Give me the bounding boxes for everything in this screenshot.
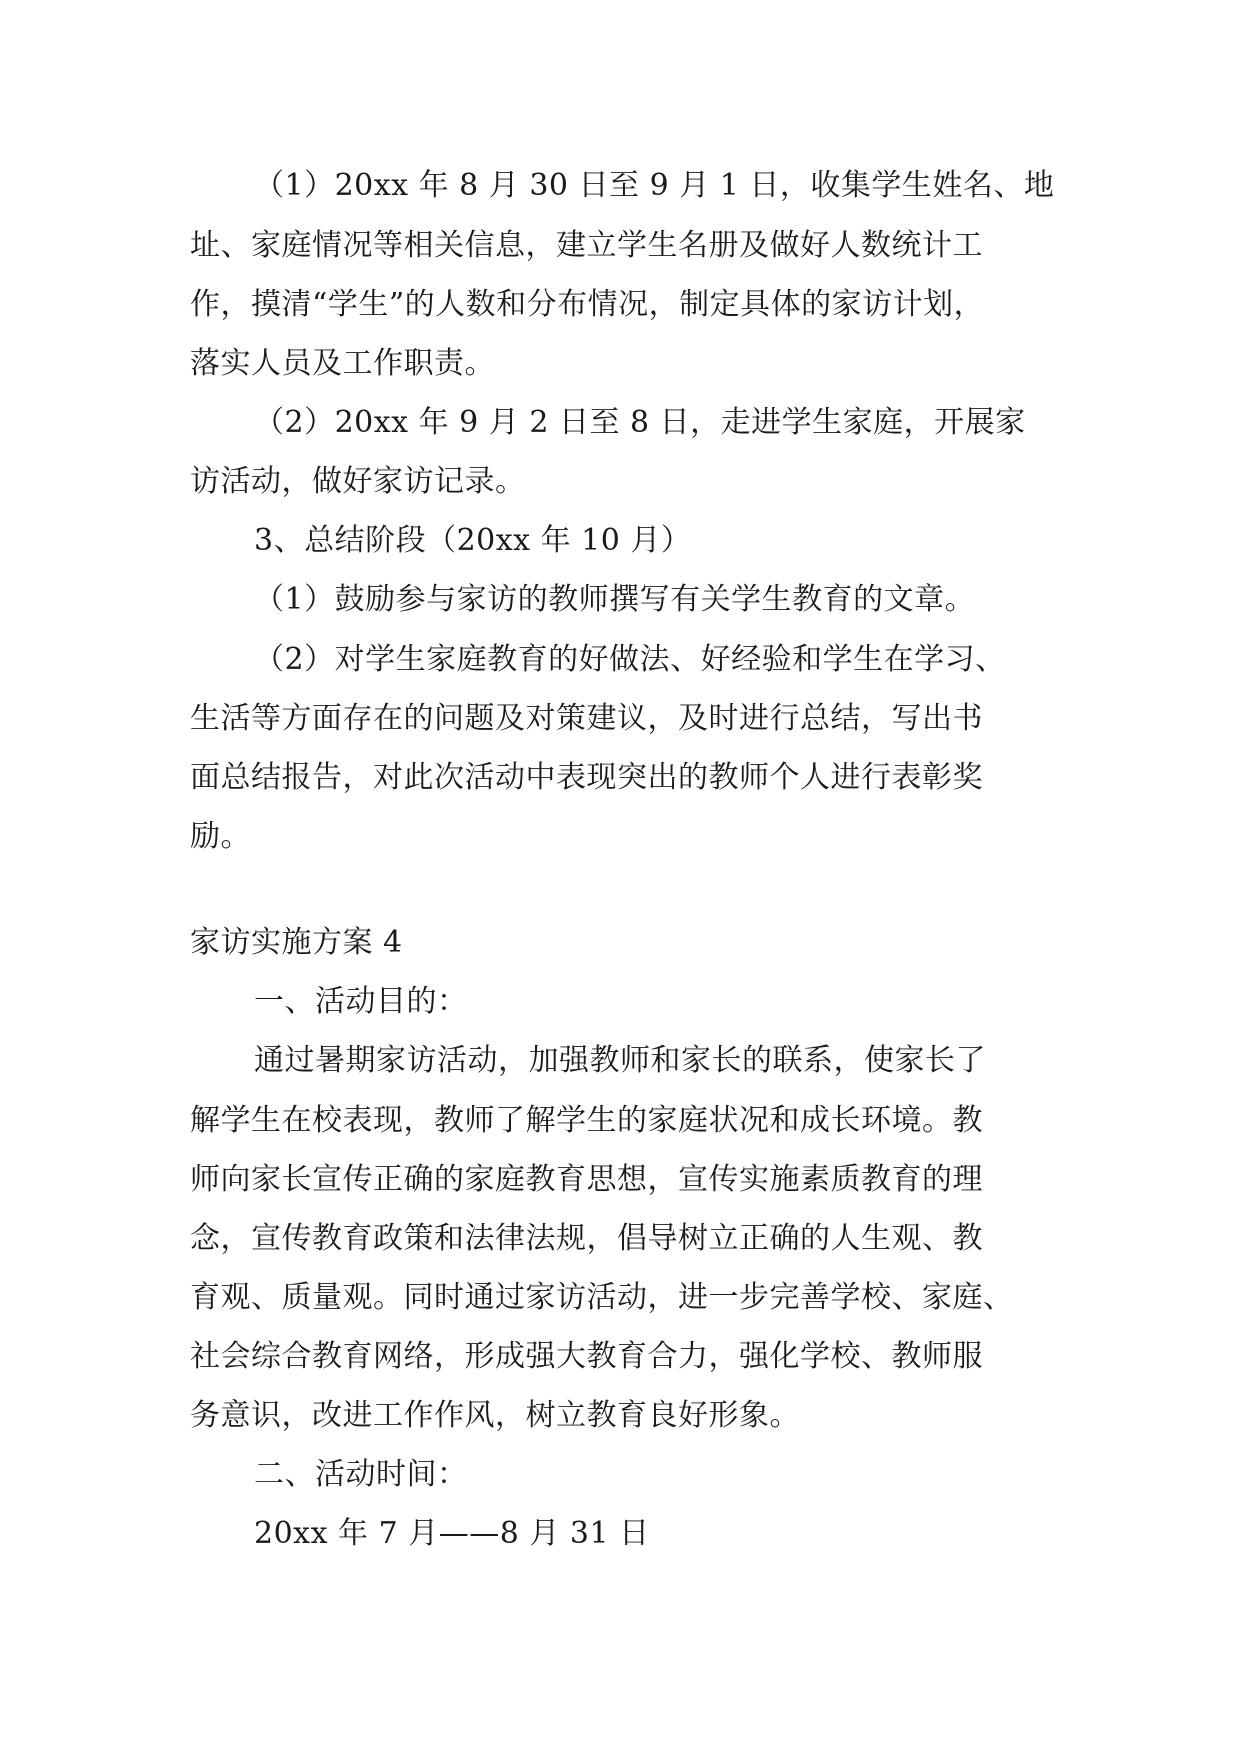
paragraph-line: 社会综合教育网络，形成强大教育合力，强化学校、教师服 — [190, 1339, 983, 1374]
paragraph-line: 念，宣传教育政策和法律法规，倡导树立正确的人生观、教 — [190, 1221, 983, 1256]
paragraph-line: 励。 — [190, 819, 251, 854]
paragraph-line: （2）对学生家庭教育的好做法、好经验和学生在学习、 — [254, 642, 1006, 677]
paragraph-line: （1）20xx 年 8 月 30 日至 9 月 1 日，收集学生姓名、地 — [254, 168, 1055, 203]
paragraph-line: 务意识，改进工作作风，树立教育良好形象。 — [190, 1398, 800, 1433]
paragraph-line: （2）20xx 年 9 月 2 日至 8 日，走进学生家庭，开展家 — [254, 405, 1026, 440]
document-section-title: 家访实施方案 4 — [190, 925, 403, 960]
time-range-text: 20xx 年 7 月——8 月 31 日 — [254, 1516, 650, 1551]
paragraph-line: 师向家长宣传正确的家庭教育思想，宣传实施素质教育的理 — [190, 1162, 983, 1197]
paragraph-line: （1）鼓励参与家访的教师撰写有关学生教育的文章。 — [254, 582, 976, 617]
paragraph-line: 访活动，做好家访记录。 — [190, 464, 526, 499]
section-heading: 一、活动目的： — [254, 984, 468, 1019]
section-heading: 二、活动时间： — [254, 1457, 468, 1492]
paragraph-line: 面总结报告，对此次活动中表现突出的教师个人进行表彰奖 — [190, 760, 983, 795]
paragraph-line: 址、家庭情况等相关信息，建立学生名册及做好人数统计工 — [190, 228, 983, 263]
paragraph-line: 作，摸清“学生”的人数和分布情况，制定具体的家访计划， — [190, 287, 985, 322]
paragraph-line: 育观、质量观。同时通过家访活动，进一步完善学校、家庭、 — [190, 1280, 1014, 1315]
paragraph-line: 通过暑期家访活动，加强教师和家长的联系，使家长了 — [254, 1043, 986, 1078]
paragraph-line: 落实人员及工作职责。 — [190, 346, 495, 381]
paragraph-line: 解学生在校表现，教师了解学生的家庭状况和成长环境。教 — [190, 1103, 983, 1138]
section-heading: 3、总结阶段（20xx 年 10 月） — [254, 523, 692, 558]
paragraph-line: 生活等方面存在的问题及对策建议，及时进行总结，写出书 — [190, 701, 983, 736]
